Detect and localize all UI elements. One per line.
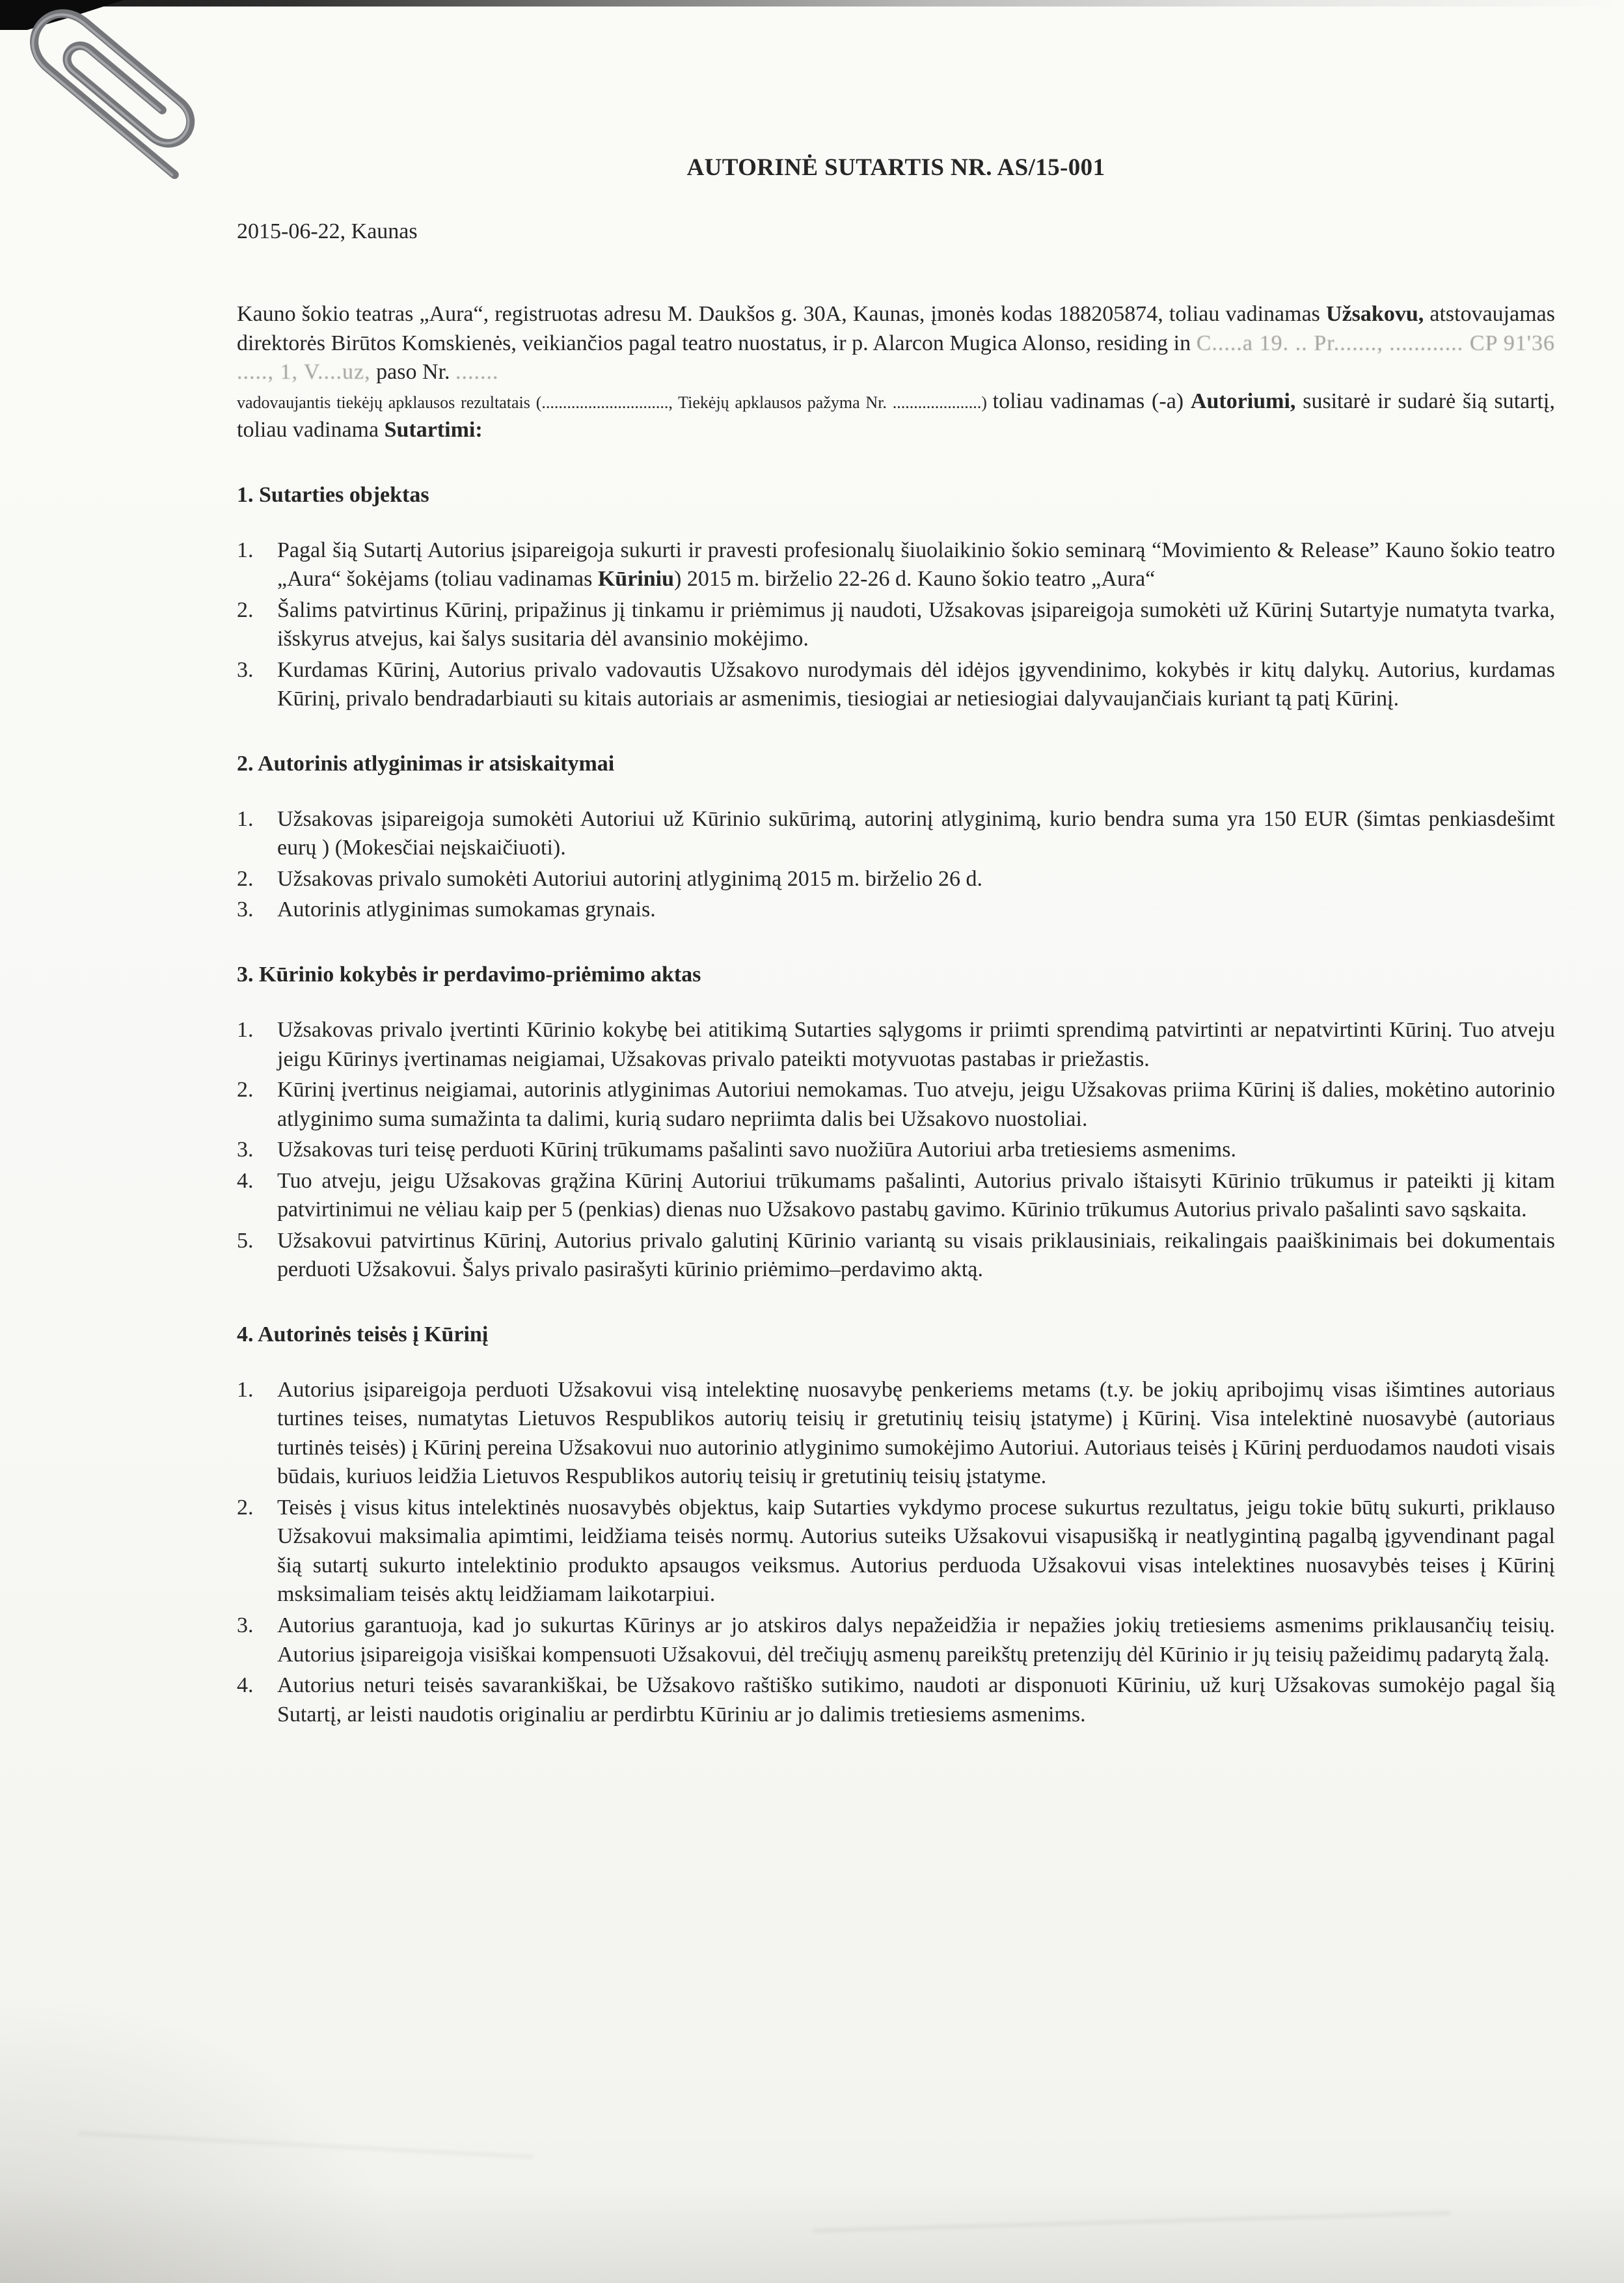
section-4-list [237, 1376, 1555, 1729]
item-text: Užsakovas privalo įvertinti Kūrinio kokybę bei atitikimą Sutarties sąlygoms ir priimti sprendimą patvirtinti ar nepatvirtinti Kūrinį. Tuo atveju jeigu Kūrinys įvertinamas neigiamai, Užsakovas privalo pateikti motyvuotas pastabas ir priežastis. [277, 1017, 1555, 1071]
document-title: AUTORINĖ SUTARTIS NR. AS/15-001 [686, 154, 1105, 181]
item-number: 2. [237, 1495, 254, 1520]
item-number: 2. [237, 597, 254, 622]
list-item [237, 1671, 1555, 1729]
list-item [237, 1136, 1555, 1165]
item-text: Autorius įsipareigoja perduoti Užsakovui visą intelektinę nuosavybę penkeriems metams (t.y. be jokių apribojimų visas išimtines autoriaus turtines teises, numatytas Lietuvos Respublikos autorių teisių ir gretutinių teisių įstatyme) į Kūrinį. Visa intelektinė nuosavybė (autoriaus turtinės teisės) į Kūrinį pereina Užsakovui nuo autorinio atlyginimo sumokėjimo Autoriui. Autoriaus teisės į Kūrinį perduodamos naudoti visais būdais, kuriuos leidžia Lietuvos Respublikos autorių teisių ir gretutinių teisių įstatyme. [277, 1377, 1555, 1489]
item-number: 1. [237, 538, 254, 562]
section-2-list [237, 805, 1555, 925]
item-text: Pagal šią Sutartį Autorius įsipareigoja sukurti ir pravesti profesionalų šiuolaikinio šokio seminarą “Movimiento & Release” Kauno šokio teatro „Aura“ šokėjams (toliau vadinamas Kūriniu) 2015 m. birželio 22-26 d. Kauno šokio teatro „Aura“ [277, 538, 1555, 592]
item-number: 2. [237, 866, 254, 891]
item-text: Teisės į visus kitus intelektinės nuosavybės objektus, kaip Sutarties vykdymo procese sukurtus rezultatus, jeigu tokie būtų sukurti, priklauso Užsakovui maksimalia apimtimi, leidžiama teisės normų. Autorius suteiks Užsakovui visapusišką ir neatlygintiną pagalbą įgyvendinant pagal šią sutartį sukurto intelektinio produkto apsaugos veiksmus. Autorius perduoda Užsakovui visas intelektines nuosavybės teises į Kūrinį msksimaliam teisės aktų leidžiamam laikotarpiui. [277, 1495, 1555, 1607]
list-item [237, 656, 1555, 714]
list-item [237, 1016, 1555, 1074]
paperclip-icon [0, 0, 246, 212]
item-number: 2. [237, 1078, 254, 1102]
item-text: Šalims patvirtinus Kūrinį, pripažinus jį tinkamu ir priėmimus jį naudoti, Užsakovas įsipareigoja sumokėti už Kūrinį Sutartyje numatyta tvarka, išskyrus atvejus, kai šalys susitaria dėl avansinio mokėjimo. [277, 597, 1555, 651]
dateline: 2015-06-22, Kaunas [237, 219, 418, 243]
item-number: 4. [237, 1168, 254, 1193]
item-number: 3. [237, 897, 254, 922]
item-text: Užsakovas turi teisę perduoti Kūrinį trūkumams pašalinti savo nuožiūra Autoriui arba tretiesiems asmenims. [277, 1138, 1236, 1162]
section-heading-1: 1. Sutarties objektas [237, 482, 429, 507]
list-item [237, 536, 1555, 594]
section-1-list [237, 536, 1555, 714]
section-3-list [237, 1016, 1555, 1285]
list-item [237, 1376, 1555, 1492]
section-heading-3: 3. Kūrinio kokybės ir perdavimo-priėmimo aktas [237, 962, 701, 987]
section-heading-4: 4. Autorinės teisės į Kūrinį [237, 1322, 489, 1347]
list-item [237, 1611, 1555, 1669]
item-text: Kūrinį įvertinus neigiamai, autorinis atlyginimas Autoriui nemokamas. Tuo atveju, jeigu Užsakovas priima Kūrinį iš dalies, mokėtino autorinio atlyginimo suma sumažinta ta dalimi, kurią sudaro nepriimta dalis bei Užsakovo nuostoliai. [277, 1078, 1555, 1131]
list-item [237, 1167, 1555, 1225]
item-text: Autorius neturi teisės savarankiškai, be Užsakovo raštiško sutikimo, naudoti ar disponuoti Kūriniu, už kurį Užsakovas sumokėjo pagal šią Sutartį, ar leisti naudotis originaliu ar perdirbtu Kūriniu ar jo dalimis tretiesiems asmenims. [277, 1673, 1555, 1727]
intro-paragraph: Kauno šokio teatras „Aura“, registruotas adresu M. Daukšos g. 30A, Kaunas, įmonės kodas 188205874, toliau vadinamas Užsakovu, atstovaujamas direktorės Birūtos Komskienės, veikiančios pagal teatro nuostatus, ir p. Alarcon Mugica Alonso, residing in C.....a 19. .. Pr......., ............ CP 91'36 ....., 1, V....uz, paso Nr. ....... vadovaujantis tiekėjų apklausos rezultatais (.............................., Tiekėjų apklausos pažyma Nr. .....................) toliau vadinamas (-a) Autoriumi, susitarė ir sudarė šią sutartį, toliau vadinama Sutartimi: [237, 302, 1555, 443]
document-body [237, 0, 1555, 1731]
list-item [237, 895, 1555, 925]
item-number: 5. [237, 1228, 254, 1253]
scan-shadow-bottom-left [0, 1984, 416, 2283]
item-number: 3. [237, 1613, 254, 1637]
list-item [237, 1494, 1555, 1609]
item-text: Užsakovui patvirtinus Kūrinį, Autorius privalo galutinį Kūrinio variantą su visais priklausiniais, reikalingais paaiškinimais bei dokumentais perduoti Užsakovui. Šalys privalo pasirašyti kūrinio priėmimo–perdavimo aktą. [277, 1228, 1555, 1282]
item-text: Autorius garantuoja, kad jo sukurtas Kūrinys ar jo atskiros dalys nepažeidžia ir nepažies jokių tretiesiems asmenims priklausančių teisių. Autorius įsipareigoja visiškai kompensuoti Užsakovui, dėl trečiųjų asmenų pareikštų pretenzijų dėl Kūrinio ir jų teisių pažeidimų padarytą žalą. [277, 1613, 1555, 1667]
item-number: 1. [237, 1017, 254, 1042]
item-text: Kurdamas Kūrinį, Autorius privalo vadovautis Užsakovo nurodymais dėl idėjos įgyvendinimo, kokybės ir kitų dalykų. Autorius, kurdamas Kūrinį, privalo bendradarbiauti su kitais autoriais ar asmenimis, tiesiogiai ar netiesiogiai dalyvaujančiais kuriant tą patį Kūrinį. [277, 657, 1555, 711]
list-item [237, 596, 1555, 654]
item-text: Autorinis atlyginimas sumokamas grynais. [277, 897, 656, 922]
list-item [237, 865, 1555, 894]
list-item [237, 1076, 1555, 1134]
section-heading-2: 2. Autorinis atlyginimas ir atsiskaitymai [237, 751, 615, 776]
item-number: 3. [237, 657, 254, 682]
item-text: Tuo atveju, jeigu Užsakovas grąžina Kūrinį Autoriui trūkumams pašalinti, Autorius privalo ištaisyti Kūrinio trūkumus ir pateikti jį kitam patvirtinimui ne vėliau kaip per 5 (penkias) dienas nuo Užsakovo pastabų gavimo. Kūrinio trūkumus Autorius privalo pašalinti savo sąskaita. [277, 1168, 1555, 1222]
list-item [237, 1227, 1555, 1285]
list-item [237, 805, 1555, 863]
item-number: 4. [237, 1673, 254, 1698]
item-text: Užsakovas privalo sumokėti Autoriui autorinį atlyginimą 2015 m. birželio 26 d. [277, 866, 983, 891]
item-number: 1. [237, 806, 254, 831]
item-number: 1. [237, 1377, 254, 1402]
item-number: 3. [237, 1138, 254, 1162]
item-text: Užsakovas įsipareigoja sumokėti Autoriui už Kūrinio sukūrimą, autorinį atlyginimą, kurio bendra suma yra 150 EUR (šimtas penkiasdešimt eurų ) (Mokesčiai neįskaičiuoti). [277, 806, 1555, 860]
